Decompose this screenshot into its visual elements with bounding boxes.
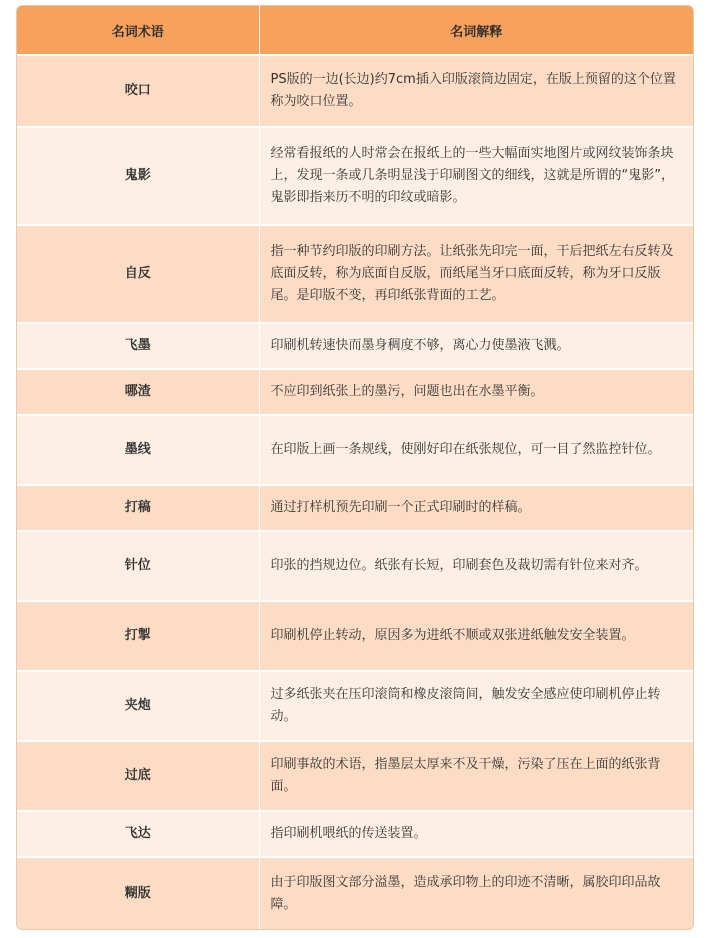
table-row (17, 811, 693, 857)
table-row (17, 369, 693, 415)
table-row (17, 415, 693, 485)
description-cell: PS版的一边(长边)约7cm插入印版滚筒边固定，在版上预留的这个位置称为咬口位置。 (259, 55, 693, 127)
table-header-row (17, 6, 693, 55)
description-column-header: 名词解释 (259, 6, 693, 55)
term-cell: 糊版 (17, 857, 259, 929)
table-body (17, 55, 693, 929)
table-row (17, 671, 693, 741)
table-row (17, 741, 693, 811)
term-cell: 自反 (17, 225, 259, 323)
term-cell: 打稿 (17, 485, 259, 531)
description-cell: 不应印到纸张上的墨污，问题也出在水墨平衡。 (259, 369, 693, 415)
description-cell: 指印刷机喂纸的传送装置。 (259, 811, 693, 857)
term-cell: 打掣 (17, 601, 259, 671)
table-row (17, 857, 693, 929)
table-row (17, 55, 693, 127)
glossary-table-container (16, 5, 694, 930)
description-cell: 印刷机停止转动，原因多为进纸不顺或双张进纸触发安全装置。 (259, 601, 693, 671)
table-row (17, 225, 693, 323)
term-cell: 针位 (17, 531, 259, 601)
table-row (17, 485, 693, 531)
term-cell: 飞墨 (17, 323, 259, 369)
term-cell: 鬼影 (17, 127, 259, 225)
term-cell: 墨线 (17, 415, 259, 485)
description-cell: 印张的挡规边位。纸张有长短，印刷套色及裁切需有针位来对齐。 (259, 531, 693, 601)
term-cell: 飞达 (17, 811, 259, 857)
term-cell: 夹炮 (17, 671, 259, 741)
table-row (17, 323, 693, 369)
description-cell: 印刷机转速快而墨身稠度不够，离心力使墨液飞溅。 (259, 323, 693, 369)
table-row (17, 601, 693, 671)
description-cell: 经常看报纸的人时常会在报纸上的一些大幅面实地图片或网纹装饰条块上，发现一条或几条明显浅于印刷图文的细线，这就是所谓的“鬼影”，鬼影即指来历不明的印纹或暗影。 (259, 127, 693, 225)
table-row (17, 531, 693, 601)
term-cell: 哪渣 (17, 369, 259, 415)
glossary-table (17, 6, 693, 929)
description-cell: 过多纸张夹在压印滚筒和橡皮滚筒间，触发安全感应使印刷机停止转动。 (259, 671, 693, 741)
description-cell: 在印版上画一条规线，使刚好印在纸张规位，可一目了然监控针位。 (259, 415, 693, 485)
term-column-header: 名词术语 (17, 6, 259, 55)
term-cell: 咬口 (17, 55, 259, 127)
description-cell: 通过打样机预先印刷一个正式印刷时的样稿。 (259, 485, 693, 531)
description-cell: 指一种节约印版的印刷方法。让纸张先印完一面，干后把纸左右反转及底面反转，称为底面自反版，而纸尾当牙口底面反转，称为牙口反版尾。是印版不变，再印纸张背面的工艺。 (259, 225, 693, 323)
description-cell: 由于印版图文部分溢墨，造成承印物上的印迹不清晰，属胶印印品故障。 (259, 857, 693, 929)
term-cell: 过底 (17, 741, 259, 811)
table-row (17, 127, 693, 225)
description-cell: 印刷事故的术语，指墨层太厚来不及干燥，污染了压在上面的纸张背面。 (259, 741, 693, 811)
